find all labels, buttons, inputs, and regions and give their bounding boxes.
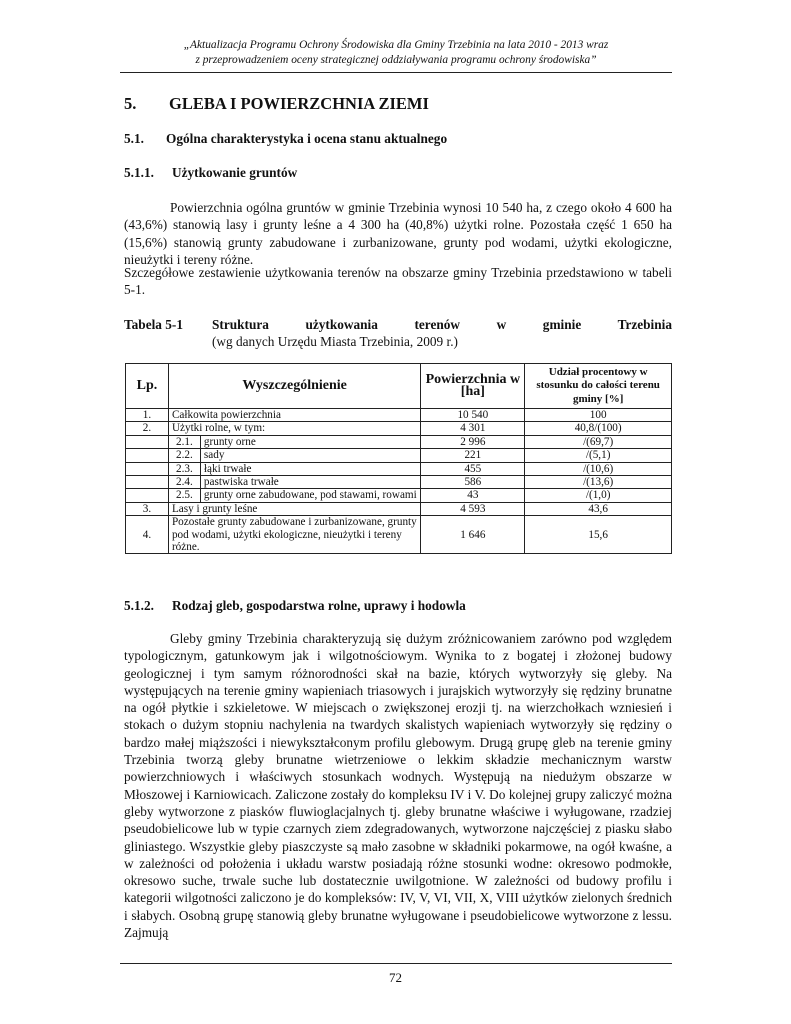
table-caption-title: Struktura użytkowania terenów w gminie Trzebinia (212, 317, 672, 332)
cell-share: 15,6 (525, 516, 672, 554)
cell-lp: 3. (126, 502, 169, 515)
cell-lp: 1. (126, 409, 169, 422)
cell-sub-lp: 2.3. (168, 462, 200, 475)
cell-share: 43,6 (525, 502, 672, 515)
subsubsection-title: Użytkowanie gruntów (172, 165, 298, 180)
cell-name: Pozostałe grunty zabudowane i zurbanizowane, grunty pod wodami, użytki ekologiczne, nieużytki i tereny różne. (168, 516, 420, 554)
cell-share: /(13,6) (525, 476, 672, 489)
cell-share: /(10,6) (525, 462, 672, 475)
cell-name: łąki trwałe (200, 462, 420, 475)
table-header-row (126, 364, 672, 409)
cell-area: 221 (421, 449, 525, 462)
cell-share: 100 (525, 409, 672, 422)
cell-area: 455 (421, 462, 525, 475)
header-divider (120, 72, 672, 73)
page-number: 72 (389, 970, 402, 985)
cell-area: 2 996 (421, 435, 525, 448)
subsubsection-heading-1 (124, 165, 297, 181)
cell-area: 10 540 (421, 409, 525, 422)
table-row (126, 409, 672, 422)
section-heading (124, 94, 429, 114)
section-number: 5. (124, 94, 137, 113)
cell-area: 586 (421, 476, 525, 489)
table-row (126, 435, 672, 448)
cell-lp: 4. (126, 516, 169, 554)
cell-sub-lp: 2.5. (168, 489, 200, 502)
header-line-1: „Aktualizacja Programu Ochrony Środowiska dla Gminy Trzebinia na lata 2010 - 2013 wraz (183, 39, 609, 51)
table-row (126, 489, 672, 502)
table-row (126, 502, 672, 515)
paragraph-land-use: Powierzchnia ogólna gruntów w gminie Trzebinia wynosi 10 540 ha, z czego około 4 600 ha (43,6%) stanowią lasy i grunty leśne a 4 300 ha (40,8%) użytki rolne. Pozostała część 1 650 ha (15,6%) stanowią grunty zabudowane i zurbanizowane, grunty pod wodami, użytki ekologiczne, nieużytki i tereny różne. (124, 200, 672, 267)
cell-empty (126, 476, 169, 489)
cell-sub-lp: 2.2. (168, 449, 200, 462)
land-use-table (125, 363, 672, 554)
subsection-number: 5.1. (124, 131, 144, 146)
cell-share: /(1,0) (525, 489, 672, 502)
cell-empty (126, 489, 169, 502)
subsubsection-number: 5.1.2. (124, 598, 154, 613)
cell-name: sady (200, 449, 420, 462)
page-header (120, 38, 672, 68)
cell-area: 1 646 (421, 516, 525, 554)
table-row (126, 449, 672, 462)
footer-divider (120, 963, 672, 964)
table-row (126, 422, 672, 435)
table-caption-subtitle: (wg danych Urzędu Miasta Trzebinia, 2009 r.) (212, 334, 458, 349)
cell-name: grunty orne zabudowane, pod stawami, rowami (200, 489, 420, 502)
subsection-heading (124, 131, 447, 147)
paragraph-table-reference: Szczegółowe zestawienie użytkowania terenów na obszarze gminy Trzebinia przedstawiono w tabeli 5-1. (124, 265, 672, 298)
subsubsection-number: 5.1.1. (124, 165, 154, 180)
cell-area: 4 301 (421, 422, 525, 435)
header-share: Udział procentowy w stosunku do całości terenu gminy [%] (525, 364, 672, 409)
cell-share: 40,8/(100) (525, 422, 672, 435)
subsubsection-heading-2 (124, 598, 466, 614)
cell-area: 43 (421, 489, 525, 502)
table-row (126, 462, 672, 475)
cell-lp: 2. (126, 422, 169, 435)
section-title: GLEBA I POWIERZCHNIA ZIEMI (169, 94, 429, 113)
cell-empty (126, 449, 169, 462)
subsubsection-title: Rodzaj gleb, gospodarstwa rolne, uprawy i hodowla (172, 598, 466, 613)
header-name: Wyszczególnienie (168, 364, 420, 409)
cell-share: /(5,1) (525, 449, 672, 462)
cell-area: 4 593 (421, 502, 525, 515)
paragraph-soil-types: Gleby gminy Trzebinia charakteryzują się dużym zróżnicowaniem zarówno pod względem typologicznym, gatunkowym jak i wilgotnościowym. Wynika to z bogatej i złożonej budowy geologicznej i tym samym różnorodności skał na bazie, których wytworzyły się gleby. Na występujących na terenie gminy wapieniach triasowych i jurajskich wytworzyły się rędziny brunatne na ogół płytkie i szkieletowe. W miejscach o zwiększonej erozji tj. na wierzchołkach wzniesień i stokach o dużym stopniu nachylenia na twardych skalistych wapieniach wytworzyły się rędziny o bardzo małej miąższości i niewykształconym profilu glebowym. Drugą grupę gleb na terenie gminy Trzebinia tworzą gleby brunatne wietrzeniowe o lekkim składzie mechanicznym warstw powierzchniowych i właściwych stosunkach wodnych. Występują na niedużym obszarze w Młoszowej i Karniowicach. Zaliczone zostały do kompleksu IV i V. Do kolejnej grupy zaliczyć można gleby wytworzone z piasków fluwioglacjalnych tj. gleby brunatne właściwe i wyługowane, rzadziej pseudobielicowe lub w typie czarnych ziem zdegradowanych, wytworzone najczęściej z piasku słabo gliniastego. Wszystkie gleby piaszczyste są mało zasobne w składniki pokarmowe, na ogół kwaśne, a w zależności od położenia i układu warstw posiadają różne stosunki wodne: okresowo podmokłe, okresowo suche, trwale suche lub dostatecznie uwilgotnione. W zależności od budowy profilu i kategorii wilgotności zaliczono je do kompleksów: IV, V, VI, VII, X, VIII użytków zielonych średnich i słabych. Osobną grupę stanowią gleby brunatne wyługowane i pseudobielicowe wytworzone z lessu. Zajmują (124, 631, 672, 941)
cell-empty (126, 462, 169, 475)
header-lp: Lp. (126, 364, 169, 409)
cell-empty (126, 435, 169, 448)
table-row (126, 516, 672, 554)
header-line-2: z przeprowadzeniem oceny strategicznej oddziaływania programu ochrony środowiska” (195, 54, 597, 66)
cell-sub-lp: 2.1. (168, 435, 200, 448)
cell-name: Całkowita powierzchnia (168, 409, 420, 422)
subsection-title: Ogólna charakterystyka i ocena stanu aktualnego (166, 131, 448, 146)
cell-sub-lp: 2.4. (168, 476, 200, 489)
header-area: Powierzchnia w [ha] (421, 364, 525, 409)
cell-share: /(69,7) (525, 435, 672, 448)
table-caption-label: Tabela 5-1 (124, 317, 183, 332)
table-row (126, 476, 672, 489)
cell-name: Użytki rolne, w tym: (168, 422, 420, 435)
cell-name: Lasy i grunty leśne (168, 502, 420, 515)
cell-name: grunty orne (200, 435, 420, 448)
cell-name: pastwiska trwałe (200, 476, 420, 489)
